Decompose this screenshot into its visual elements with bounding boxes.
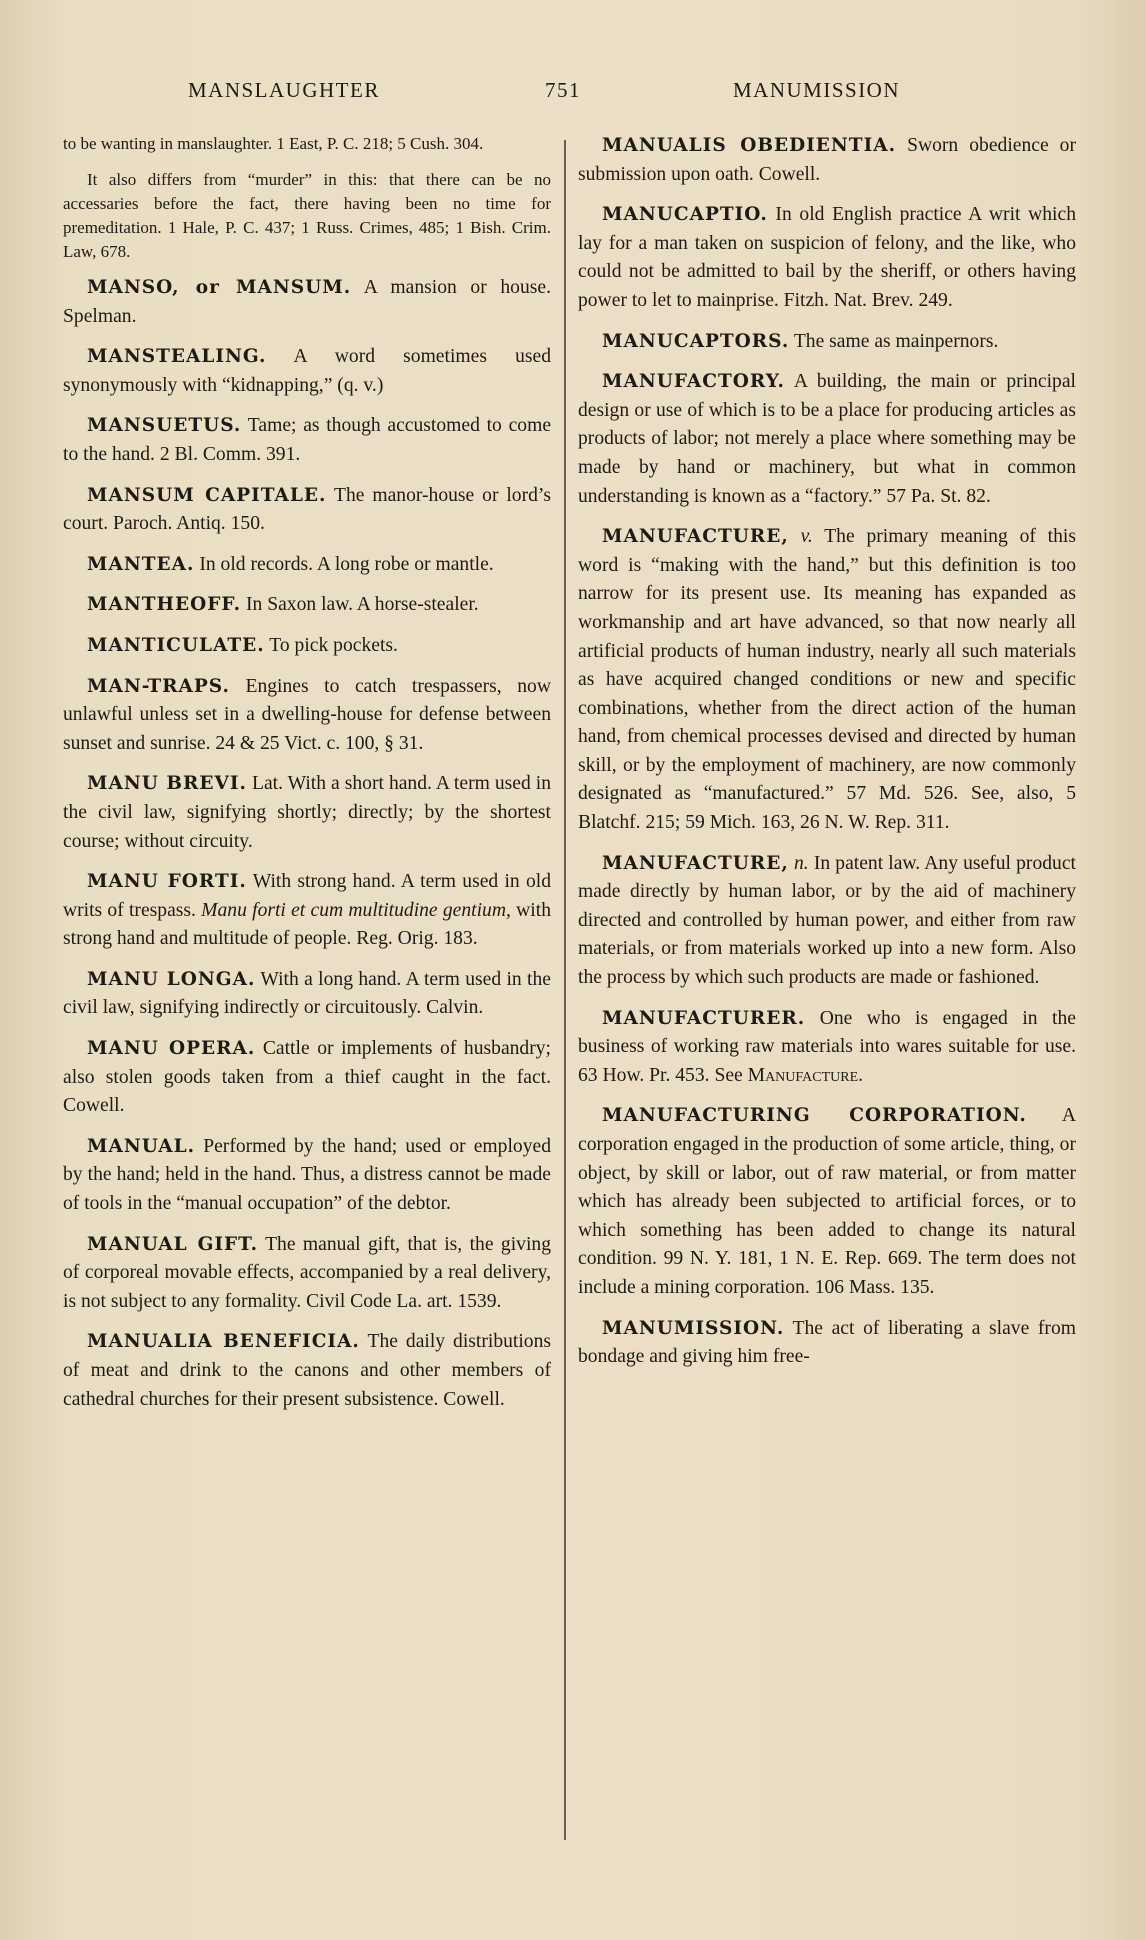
entry-manual — [63, 1133, 551, 1219]
definition: Performed by the hand; used or employed by the hand; held in the hand. Thus, a distress cannot be made of tools in the “manual occupation” of the debtor. — [63, 1135, 551, 1215]
cross-reference: Manufacture. — [747, 1064, 864, 1086]
header-left-guide-word: MANSLAUGHTER — [188, 78, 380, 102]
headword: MANUCAPTORS. — [602, 330, 790, 352]
headword: MANUFACTURE, — [602, 526, 789, 548]
entry-manufacture-verb — [578, 523, 1076, 838]
definition: One who is engaged in the business of working raw materials into wares suitable for use. 63 How. Pr. 453. See — [578, 1007, 1076, 1086]
headword: MANUFACTURER. — [602, 1007, 806, 1029]
latin-phrase: Manu forti et cum multitudine gentium, — [201, 899, 511, 921]
entry-manu-opera — [63, 1035, 551, 1121]
entry-manufactory — [578, 368, 1076, 511]
definition: A word sometimes used synonymously with “kidnapping,” (q. v.) — [63, 346, 551, 396]
definition: Engines to catch trespassers, now unlawful unless set in a dwelling-house for defense between sunset and sunrise. 24 & 25 Vict. c. 100, § 31. — [63, 675, 551, 754]
headword: MANU OPERA. — [87, 1038, 256, 1060]
headword: MANTHEOFF. — [87, 594, 242, 616]
entry-manso — [63, 274, 551, 331]
part-of-speech: n. — [793, 852, 809, 874]
headword: MANSUETUS. — [87, 415, 242, 437]
headword: MANSO, or MANSUM. — [87, 277, 352, 298]
definition: A mansion or house. Spelman. — [63, 277, 551, 327]
definition: Cattle or implements of husbandry; also stolen goods taken from a thief caught in the fact. Cowell. — [63, 1038, 551, 1117]
header-right-guide-word: MANUMISSION — [733, 78, 901, 102]
right-column — [578, 132, 1076, 1384]
headword: MANUAL GIFT. — [87, 1233, 259, 1255]
definition: In old English practice A writ which lay for a man taken on suspicion of felony, and the like, who could not be admitted to bail by the sheriff, or others having power to let to mainprise. Fitzh. Nat. Brev. 249. — [578, 204, 1076, 311]
entry-manu-longa — [63, 966, 551, 1023]
entry-manualia-beneficia — [63, 1328, 551, 1414]
continued-paragraph: It also differs from “murder” in this: that there can be no accessaries before the fact, there having been no time for premeditation. 1 Hale, P. C. 437; 1 Russ. Crimes, 485; 1 Bish. Crim. Law, 678. — [63, 170, 551, 261]
entry-manumission — [578, 1315, 1076, 1372]
definition: To pick pockets. — [269, 634, 398, 656]
headword: MANUFACTORY. — [602, 371, 785, 393]
headword: MANU FORTI. — [87, 871, 247, 893]
headword: MANUFACTURING CORPORATION. — [602, 1105, 1027, 1127]
entry-manufacturer — [578, 1005, 1076, 1091]
headword: MANTEA. — [87, 553, 195, 575]
definition: In old records. A long robe or mantle. — [199, 553, 494, 575]
entry-manucaptors — [578, 328, 1076, 357]
definition: The manual gift, that is, the giving of corporeal movable effects, accompanied by a real delivery, is not subject to any formality. Civil Code La. art. 1539. — [63, 1233, 551, 1312]
entry-manualis-obedientia — [578, 132, 1076, 189]
entry-manucaptio — [578, 201, 1076, 315]
headword: MANUMISSION. — [602, 1317, 785, 1339]
continued-text: to be wanting in manslaughter. 1 East, P. C. 218; 5 Cush. 304. — [63, 134, 484, 153]
entry-manufacturing-corporation — [578, 1102, 1076, 1302]
entry-manticulate — [63, 632, 551, 661]
page-number: 751 — [545, 78, 581, 102]
definition: With a long hand. A term used in the civil law, signifying indirectly or circuitously. Calvin. — [63, 968, 551, 1019]
definition: Sworn obedience or submission upon oath. Cowell. — [578, 135, 1077, 185]
entry-manstealing — [63, 343, 551, 400]
headword: MANTICULATE. — [87, 634, 265, 656]
entry-mantea — [63, 551, 551, 580]
entry-manufacture-noun — [578, 850, 1076, 993]
headword: MANSTEALING. — [87, 346, 267, 368]
definition: The same as mainpernors. — [793, 330, 999, 352]
page-header — [0, 78, 1145, 110]
definition: With strong hand. A term used in old writs of trespass. — [63, 871, 551, 921]
headword: MANUFACTURE, — [602, 852, 789, 874]
entry-mantheoff — [63, 591, 551, 620]
headword: MANUALIA BENEFICIA. — [87, 1331, 360, 1353]
definition: The manor-house or lord’s court. Paroch. Antiq. 150. — [63, 484, 551, 535]
definition: Lat. With a short hand. A term used in the civil law, signifying shortly; directly; by the shortest course; without circuity. — [63, 773, 551, 852]
definition: In Saxon law. A horse-stealer. — [245, 594, 479, 616]
headword: MAN-TRAPS. — [87, 675, 230, 697]
headword: MANUAL. — [87, 1135, 196, 1157]
entry-manual-gift — [63, 1231, 551, 1317]
definition-continued: with strong hand and multitude of people. Reg. Orig. 183. — [63, 899, 551, 950]
definition: Tame; as though accustomed to come to the hand. 2 Bl. Comm. 391. — [63, 415, 552, 465]
entry-manu-brevi — [63, 770, 551, 856]
definition: A corporation engaged in the production of some article, thing, or object, by skill or labor, out of raw material, or from matter which has already been subjected to artificial forces, or to which something has been added to change its natural condition. 99 N. Y. 181, 1 N. E. Rep. 669. The term does not include a mining corporation. 106 Mass. 135. — [578, 1105, 1076, 1298]
headword: MANU BREVI. — [87, 773, 247, 795]
entry-manu-forti — [63, 868, 551, 954]
left-column — [63, 132, 551, 1426]
column-divider — [564, 140, 566, 1840]
headword: MANU LONGA. — [87, 968, 256, 990]
definition: The primary meaning of this word is “making with the hand,” but this definition is too narrow for its present use. Its meaning has expanded as workmanship and art have advanced, so that now nearly all artificial products of human industry, nearly all such materials as have acquired changed conditions or new and specific combinations, whether from the direct action of the human hand, from chemical processes devised and directed by human skill, or by the employment of machinery, are now commonly designated as “manufactured.” 57 Md. 526. See, also, 5 Blatchf. 215; 59 Mich. 163, 26 N. W. Rep. 311. — [578, 526, 1076, 834]
entry-mansuetus — [63, 412, 551, 469]
definition: A building, the main or principal design or use of which is to be a place for producing articles as products of labor; not merely a place where something may be made by hand or machinery, but what in common understanding is known as a “factory.” 57 Pa. St. 82. — [578, 371, 1076, 507]
entry-man-traps — [63, 673, 551, 759]
definition: The act of liberating a slave from bondage and giving him free- — [578, 1317, 1076, 1368]
entry-mansum-capitale — [63, 482, 551, 539]
definition: In patent law. Any useful product made directly by human labor, or by the aid of machinery directed and controlled by human power, and either from raw materials, or from materials worked up into a new form. Also the process by which such products are made or fashioned. — [578, 852, 1076, 989]
headword: MANUCAPTIO. — [602, 204, 768, 226]
definition: The daily distributions of meat and drink to the canons and other members of cathedral churches for their present subsistence. Cowell. — [63, 1331, 552, 1410]
headword: MANSUM CAPITALE. — [87, 484, 327, 506]
part-of-speech: v. — [800, 526, 813, 548]
headword: MANUALIS OBEDIENTIA. — [602, 135, 897, 156]
